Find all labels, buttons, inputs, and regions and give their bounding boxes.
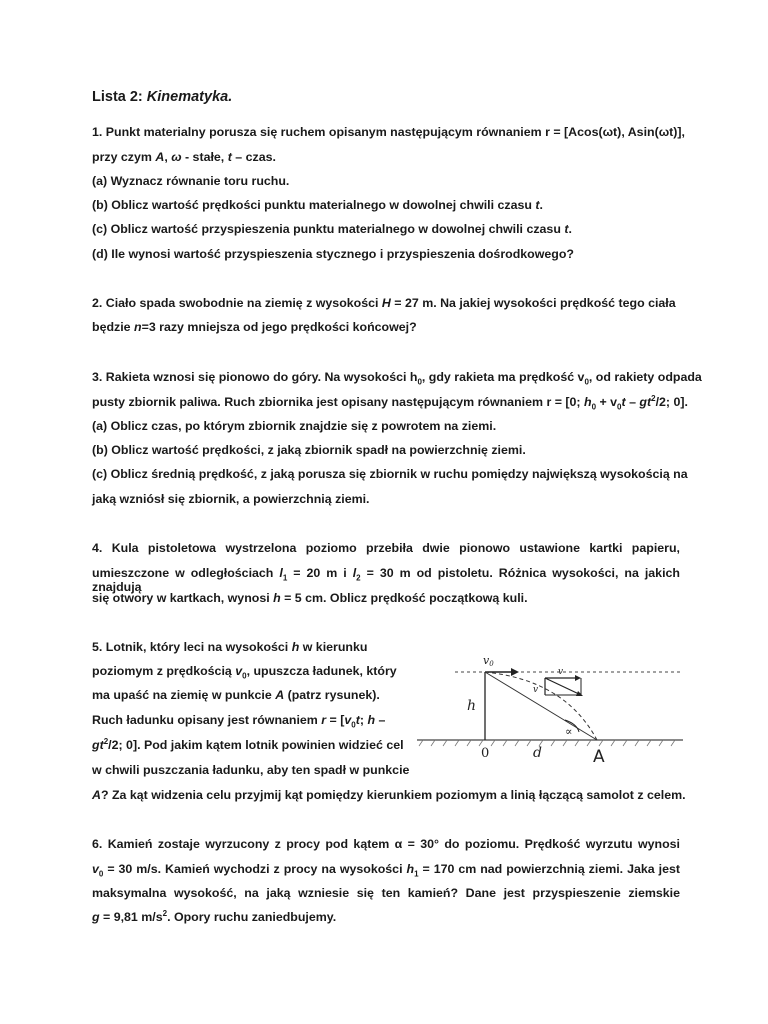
page-title: Lista 2: Kinematyka. bbox=[92, 89, 233, 105]
problem-3-line-2: pusty zbiornik paliwa. Ruch zbiornika jest opisany następującym równaniem r = [0; $h_0 + v_0t - gt^2/2$; 0]. bbox=[92, 393, 688, 412]
line-of-sight bbox=[485, 672, 597, 740]
problem-6-line-4: g = 9,81 $m/s^2$. Opory ruchu zaniedbujemy. bbox=[92, 908, 337, 924]
problem-4-line-3: się otwory w kartkach, wynosi h = 5 cm. Oblicz prędkość początkową kuli. bbox=[92, 591, 528, 605]
problem-1-d: (d) Ile wynosi wartość przyspieszenia stycznego i przyspieszenia dośrodkowego? bbox=[92, 247, 574, 261]
problem-6-line-3: maksymalna wysokość, na jaką wzniesie się ten kamień? Dane jest przyspieszenie ziemskie bbox=[92, 886, 680, 900]
problem-2-line-2: będzie n=3 razy mniejsza od jego prędkości końcowej? bbox=[92, 320, 417, 334]
problem-5-line-7: A? Za kąt widzenia celu przyjmij kąt pomiędzy kierunkiem poziomym a linią łączącą samolot z celem. bbox=[92, 788, 686, 802]
problem-5-line-1: 5. Lotnik, który leci na wysokości h w kierunku bbox=[92, 640, 368, 654]
v0-arrowhead bbox=[511, 668, 519, 676]
label-d: d bbox=[533, 745, 542, 761]
problem-3-a: (a) Oblicz czas, po którym zbiornik znajdzie się z powrotem na ziemi. bbox=[92, 419, 497, 433]
ground-hatching bbox=[419, 740, 675, 746]
problem-1-c: (c) Oblicz wartość przyspieszenia punktu materialnego w dowolnej chwili czasu t. bbox=[92, 222, 572, 236]
problem-3-c-1: (c) Oblicz średnią prędkość, z jaką porusza się zbiornik w ruchu pomiędzy największą wysokością na bbox=[92, 467, 688, 481]
problem-3-c-2: jaką wzniósł się zbiornik, a powierzchnią ziemi. bbox=[92, 492, 370, 506]
label-h: h bbox=[467, 698, 477, 714]
problem-5-line-5: $gt^2/2$; 0]. Pod jakim kątem lotnik powinien widzieć cel bbox=[92, 736, 404, 752]
label-O: 0 bbox=[481, 746, 490, 761]
problem-5-line-6: w chwili puszczania ładunku, aby ten spadł w punkcie bbox=[92, 763, 410, 777]
problem-1-a: (a) Wyznacz równanie toru ruchu. bbox=[92, 174, 290, 188]
problem-1-line-2: przy czym A, ω - stałe, t – czas. bbox=[92, 150, 276, 164]
label-vy: v bbox=[533, 685, 539, 695]
problem-3-b: (b) Oblicz wartość prędkości, z jaką zbiornik spadł na powierzchnię ziemi. bbox=[92, 443, 526, 457]
vx-arrowhead bbox=[575, 675, 581, 681]
label-v0: v0 bbox=[483, 654, 494, 668]
trajectory-figure bbox=[415, 640, 685, 775]
label-vx: v bbox=[558, 667, 564, 677]
problem-4-line-2: umieszczone w odległościach $l_1 = 20$ m i $l_2 = 30$ m od pistoletu. Różnica wysokości, na jakich znajdują bbox=[92, 566, 680, 594]
problem-2-line-1: 2. Ciało spada swobodnie na ziemię z wysokości H = 27 m. Na jakiej wysokości prędkość tego ciała bbox=[92, 296, 676, 310]
problem-5-line-4: Ruch ładunku opisany jest równaniem $r = [v_0t$; h – bbox=[92, 713, 386, 730]
problem-1-line-1: 1. Punkt materialny porusza się ruchem opisanym następującym równaniem r = [Acos(ωt), Asin(ωt)], bbox=[92, 125, 686, 139]
label-A: A bbox=[593, 747, 605, 767]
problem-3-line-1: 3. Rakieta wznosi się pionowo do góry. Na wysokości $h_0$, gdy rakieta ma prędkość $v_0$, od rakiety odpada bbox=[92, 370, 702, 387]
problem-4-line-1: 4. Kula pistoletowa wystrzelona poziomo przebiła dwie pionowo ustawione kartki papieru, bbox=[92, 541, 680, 555]
problem-1-b: (b) Oblicz wartość prędkości punktu materialnego w dowolnej chwili czasu t. bbox=[92, 198, 543, 212]
problem-5-line-2: poziomym z prędkością $v_0$, upuszcza ładunek, który bbox=[92, 664, 397, 681]
label-alpha: ∝ bbox=[565, 725, 573, 738]
problem-6-line-2: $v_0 = 30$ m/s. Kamień wychodzi z procy na wysokości $h_1 = 170$ cm nad powierzchnią ziemi. Jaka jest bbox=[92, 862, 680, 879]
problem-5-line-3: ma upaść na ziemię w punkcie A (patrz rysunek). bbox=[92, 688, 380, 702]
problem-6-line-1: 6. Kamień zostaje wyrzucony z procy pod kątem α = 30° do poziomu. Prędkość wyrzutu wynosi bbox=[92, 837, 680, 851]
